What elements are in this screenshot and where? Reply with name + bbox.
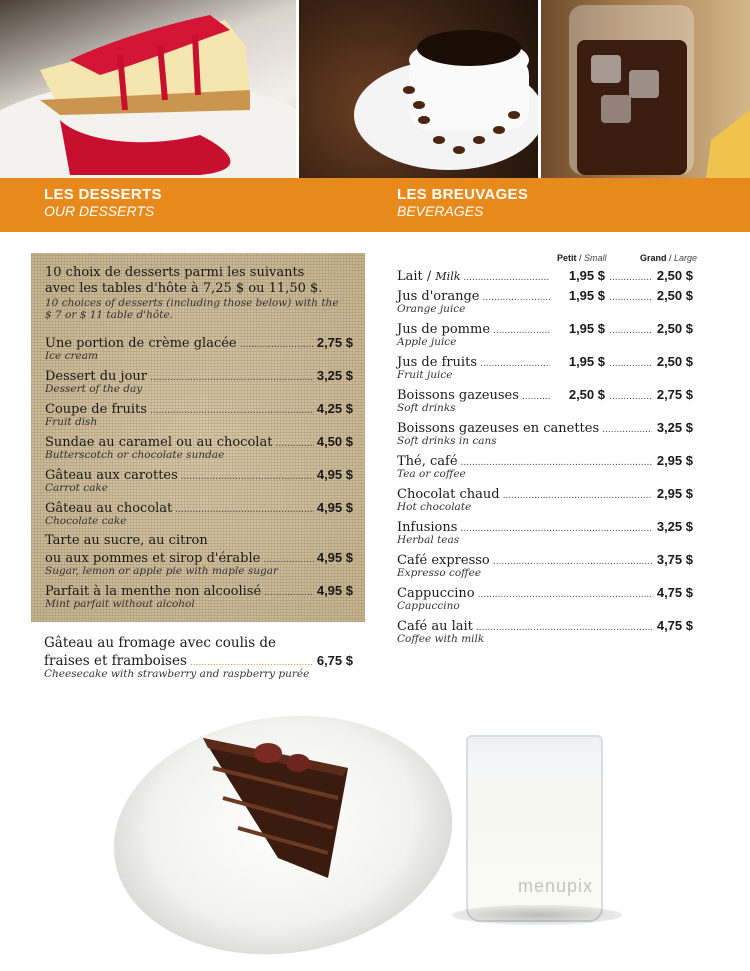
beverage-item: Boissons gazeuses en canettes ..... 3,25 $ [397, 420, 693, 438]
cheesecake-en: Cheesecake with strawberry and raspberry purée [44, 668, 310, 680]
dessert-item-en: Chocolate cake [45, 515, 127, 527]
beverages-subtitle: BEVERAGES [397, 203, 484, 219]
large-column-header: Grand / Large [640, 253, 698, 263]
beverage-item: Lait / Milk ..... 1,95 $ ..... 2,50 $ [397, 268, 693, 286]
dessert-item-en: Fruit dish [45, 416, 98, 428]
beverage-item-en: Soft drinks [397, 402, 456, 414]
coffee-cup-photo [299, 0, 538, 178]
dessert-item-line1: Tarte au sucre, au citron [45, 533, 208, 548]
beverage-item-en: Fruit juice [397, 369, 453, 381]
beverage-item-en: Orange juice [397, 303, 466, 315]
dessert-item-en: Dessert of the day [45, 383, 143, 395]
intro-line-1: 10 choix de desserts parmi les suivants [45, 265, 305, 280]
beverage-item-en: Hot chocolate [397, 501, 472, 513]
beverage-item-en: Coffee with milk [397, 633, 485, 645]
dessert-item: Sundae au caramel ou au chocolat ..... 4,50 $ [45, 434, 353, 452]
cheesecake-item: fraises et framboises ..... 6,75 $ [44, 653, 353, 671]
cola-glass-photo [541, 0, 750, 178]
beverages-title: LES BREUVAGES [397, 186, 529, 203]
desserts-intro [45, 265, 357, 321]
dessert-item-en: Butterscotch or chocolate sundae [45, 449, 225, 461]
beverages-header [397, 178, 528, 219]
desserts-title: LES DESSERTS [44, 186, 162, 203]
dessert-item: Gâteau aux carottes ..... 4,95 $ [45, 467, 353, 485]
dessert-item: Coupe de fruits ..... 4,25 $ [45, 401, 353, 419]
cheesecake-line1: Gâteau au fromage avec coulis de [44, 635, 277, 651]
dessert-item-en: Mint parfait without alcohol [45, 598, 195, 610]
beverage-item-en: Soft drinks in cans [397, 435, 497, 447]
chocolate-cake-photo [198, 728, 363, 878]
beverage-item: Café au lait ..... 4,75 $ [397, 618, 693, 636]
beverage-item: Jus de pomme ..... 1,95 $ ..... 2,50 $ [397, 321, 693, 339]
beverage-item: Jus de fruits ..... 1,95 $ ..... 2,50 $ [397, 354, 693, 372]
dessert-item-en: Carrot cake [45, 482, 108, 494]
watermark: menupix [518, 876, 594, 896]
dessert-item: Gâteau au chocolat ..... 4,95 $ [45, 500, 353, 518]
intro-en-1: 10 choices of desserts (including those below) with the [45, 297, 339, 309]
intro-line-2: avec les tables d'hôte à 7,25 $ ou 11,50 $. [45, 281, 323, 296]
dessert-item: Une portion de crème glacée ..... 2,75 $ [45, 335, 353, 353]
beverage-item: Boissons gazeuses ..... 2,50 $ ..... 2,75 $ [397, 387, 693, 405]
beverage-item: Thé, café ..... 2,95 $ [397, 453, 693, 471]
dessert-item: Dessert du jour ..... 3,25 $ [45, 368, 353, 386]
dessert-item: ou aux pommes et sirop d'érable ..... 4,95 $ [45, 550, 353, 568]
intro-en-2: $ 7 or $ 11 table d'hôte. [45, 309, 174, 321]
beverage-item-en: Apple juice [397, 336, 457, 348]
small-column-header: Petit / Small [557, 253, 607, 263]
beverage-item: Infusions ..... 3,25 $ [397, 519, 693, 537]
desserts-header [44, 178, 162, 219]
beverage-item-en: Herbal teas [397, 534, 460, 546]
desserts-subtitle: OUR DESSERTS [44, 203, 155, 219]
beverage-item-en: Tea or coffee [397, 468, 466, 480]
dessert-item-en: Ice cream [45, 350, 98, 362]
cheesecake-photo [0, 0, 296, 178]
dessert-item-en: Sugar, lemon or apple pie with maple sugar [45, 565, 279, 577]
beverage-item: Jus d'orange ..... 1,95 $ ..... 2,50 $ [397, 288, 693, 306]
glass-shadow [452, 905, 622, 925]
beverage-item: Café expresso ..... 3,75 $ [397, 552, 693, 570]
dessert-item: Parfait à la menthe non alcoolisé ..... 4,95 $ [45, 583, 353, 601]
beverage-item: Cappuccino ..... 4,75 $ [397, 585, 693, 603]
beverage-item-en: Cappuccino [397, 600, 460, 612]
beverage-item: Chocolat chaud ..... 2,95 $ [397, 486, 693, 504]
beverage-item-en: Expresso coffee [397, 567, 482, 579]
